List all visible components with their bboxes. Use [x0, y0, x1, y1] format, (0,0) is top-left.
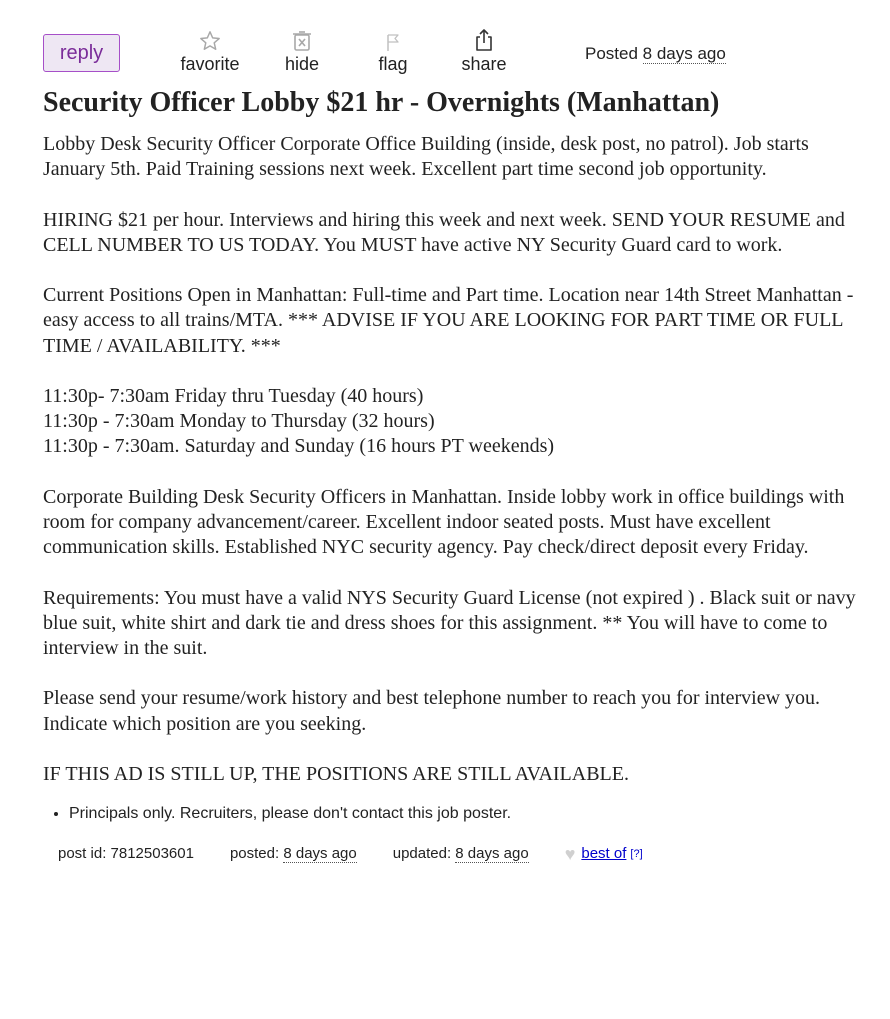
trash-x-icon	[292, 28, 312, 52]
body-paragraph: Current Positions Open in Manhattan: Full-time and Part time. Location near 14th Street Manhattan - easy access to all trains/MTA. *** ADVISE IF YOU ARE LOOKING FOR PART TIME OR FULL TIME / AVAILABILITY. ***	[43, 284, 854, 357]
posting-body	[43, 132, 873, 812]
share-icon	[474, 28, 494, 52]
flag-button[interactable]	[378, 28, 408, 75]
hide-button[interactable]	[284, 28, 320, 75]
reply-button[interactable]: reply	[43, 34, 120, 72]
shift-line: 11:30p - 7:30am Monday to Thursday (32 hours)	[43, 410, 435, 433]
flag-label: flag	[378, 54, 408, 74]
posted-info	[230, 845, 357, 862]
updated-info-label: updated:	[392, 845, 452, 862]
updated-info-timeago: 8 days ago	[455, 845, 529, 862]
body-paragraph: Requirements: You must have a valid NYS Security Guard License (not expired ) . Black suit or navy blue suit, white shirt and dark tie and dress shoes for this assignment. ** You will have to come to interview in the suit.	[43, 586, 856, 659]
body-paragraph: Please send your resume/work history and best telephone number to reach you for interview you. Indicate which position are you seeking.	[43, 687, 821, 735]
share-button[interactable]	[461, 28, 507, 75]
best-of-help-link[interactable]: [?]	[630, 847, 643, 860]
shift-list	[43, 384, 873, 460]
flag-icon	[385, 28, 401, 52]
body-paragraph: HIRING $21 per hour. Interviews and hiring this week and next week. SEND YOUR RESUME and CELL NUMBER TO US TODAY. You MUST have active NY Security Guard card to work.	[43, 208, 845, 256]
body-paragraph: Corporate Building Desk Security Officers in Manhattan. Inside lobby work in office buildings with room for company advancement/career. Excellent indoor seated posts. Must have excellent communication skills. Established NYC security agency. Pay check/direct deposit every Friday.	[43, 485, 845, 559]
shift-line: 11:30p- 7:30am Friday thru Tuesday (40 hours)	[43, 384, 424, 407]
favorite-button[interactable]	[181, 28, 239, 75]
posted-info-timeago: 8 days ago	[283, 845, 357, 862]
favorite-label: favorite	[180, 54, 240, 74]
post-id: post id: 7812503601	[58, 845, 194, 862]
updated-info	[393, 845, 529, 862]
heart-icon[interactable]: ♥	[564, 844, 576, 864]
posting-title: Security Officer Lobby $21 hr - Overnights (Manhattan)	[43, 87, 720, 118]
posted-info-label: posted:	[229, 845, 280, 862]
posted-date	[585, 44, 726, 64]
posted-timeago: 8 days ago	[642, 44, 726, 63]
share-label: share	[461, 54, 507, 74]
posted-prefix: Posted	[585, 44, 638, 63]
hide-label: hide	[284, 54, 320, 74]
body-paragraph: Lobby Desk Security Officer Corporate Office Building (inside, desk post, no patrol). Job starts January 5th. Paid Training sessions next week. Excellent part time second job opportunity.	[43, 133, 809, 181]
posting-infos	[58, 843, 643, 864]
notices-list	[43, 805, 511, 823]
shift-line: 11:30p - 7:30am. Saturday and Sunday (16 hours PT weekends)	[43, 435, 555, 458]
star-icon	[199, 28, 221, 52]
notice-item: • Principals only. Recruiters, please don't contact this job poster.	[69, 805, 511, 823]
availability-note: IF THIS AD IS STILL UP, THE POSITIONS ARE STILL AVAILABLE.	[43, 762, 629, 785]
best-of-link[interactable]: best of	[581, 845, 627, 862]
